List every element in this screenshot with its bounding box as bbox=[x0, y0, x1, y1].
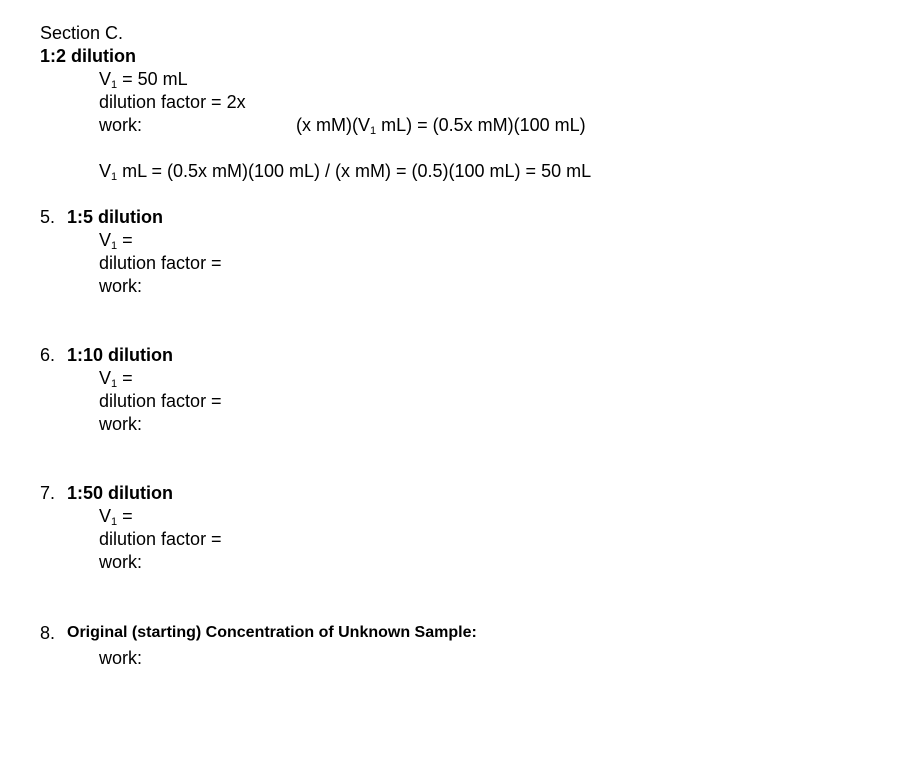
v1-value: = 50 mL bbox=[117, 69, 188, 89]
question-5-dilution-factor: dilution factor = bbox=[99, 253, 222, 273]
example-equation-2 bbox=[99, 160, 591, 188]
question-7-number: 7. bbox=[40, 483, 56, 503]
eq2-subscript: 1 bbox=[111, 171, 118, 183]
example-equation-1 bbox=[296, 114, 586, 142]
eq1-part-a: (x mM)(V bbox=[296, 115, 370, 135]
question-6-heading: 1:10 dilution bbox=[67, 345, 174, 365]
v1-symbol: V bbox=[99, 69, 112, 89]
question-7-dilution-factor: dilution factor = bbox=[99, 529, 222, 549]
question-8-heading: Original (starting) Concentration of Unknown Sample: bbox=[67, 624, 477, 641]
v1-subscript: 1 bbox=[111, 79, 118, 91]
example-dilution-factor: dilution factor = 2x bbox=[99, 92, 246, 112]
question-8-number: 8. bbox=[40, 623, 56, 643]
eq1-subscript: 1 bbox=[369, 125, 377, 137]
question-6-work-label: work: bbox=[99, 414, 143, 434]
question-5-heading: 1:5 dilution bbox=[67, 207, 163, 227]
question-8-work-label: work: bbox=[99, 648, 143, 668]
eq2-part-b: mL = (0.5x mM)(100 mL) / (x mM) = (0.5)(100 mL) = 50 mL bbox=[117, 161, 592, 181]
v1-symbol: V bbox=[99, 368, 112, 388]
v1-subscript: 1 bbox=[111, 240, 118, 252]
v1-value: = bbox=[117, 230, 133, 250]
v1-subscript: 1 bbox=[111, 516, 118, 528]
eq1-part-b: mL) = (0.5x mM)(100 mL) bbox=[376, 115, 586, 135]
v1-value: = bbox=[117, 506, 133, 526]
v1-subscript: 1 bbox=[111, 378, 118, 390]
eq2-part-a: V bbox=[99, 161, 112, 181]
example-heading: 1:2 dilution bbox=[40, 46, 136, 66]
v1-symbol: V bbox=[99, 230, 112, 250]
question-6-dilution-factor: dilution factor = bbox=[99, 391, 222, 411]
question-5-work-label: work: bbox=[99, 276, 143, 296]
question-7-heading: 1:50 dilution bbox=[67, 483, 174, 503]
question-7-work-label: work: bbox=[99, 552, 143, 572]
example-work-label: work: bbox=[99, 115, 143, 135]
v1-symbol: V bbox=[99, 506, 112, 526]
question-6-number: 6. bbox=[40, 345, 56, 365]
v1-value: = bbox=[117, 368, 133, 388]
section-title: Section C. bbox=[40, 23, 124, 43]
question-5-number: 5. bbox=[40, 207, 56, 227]
